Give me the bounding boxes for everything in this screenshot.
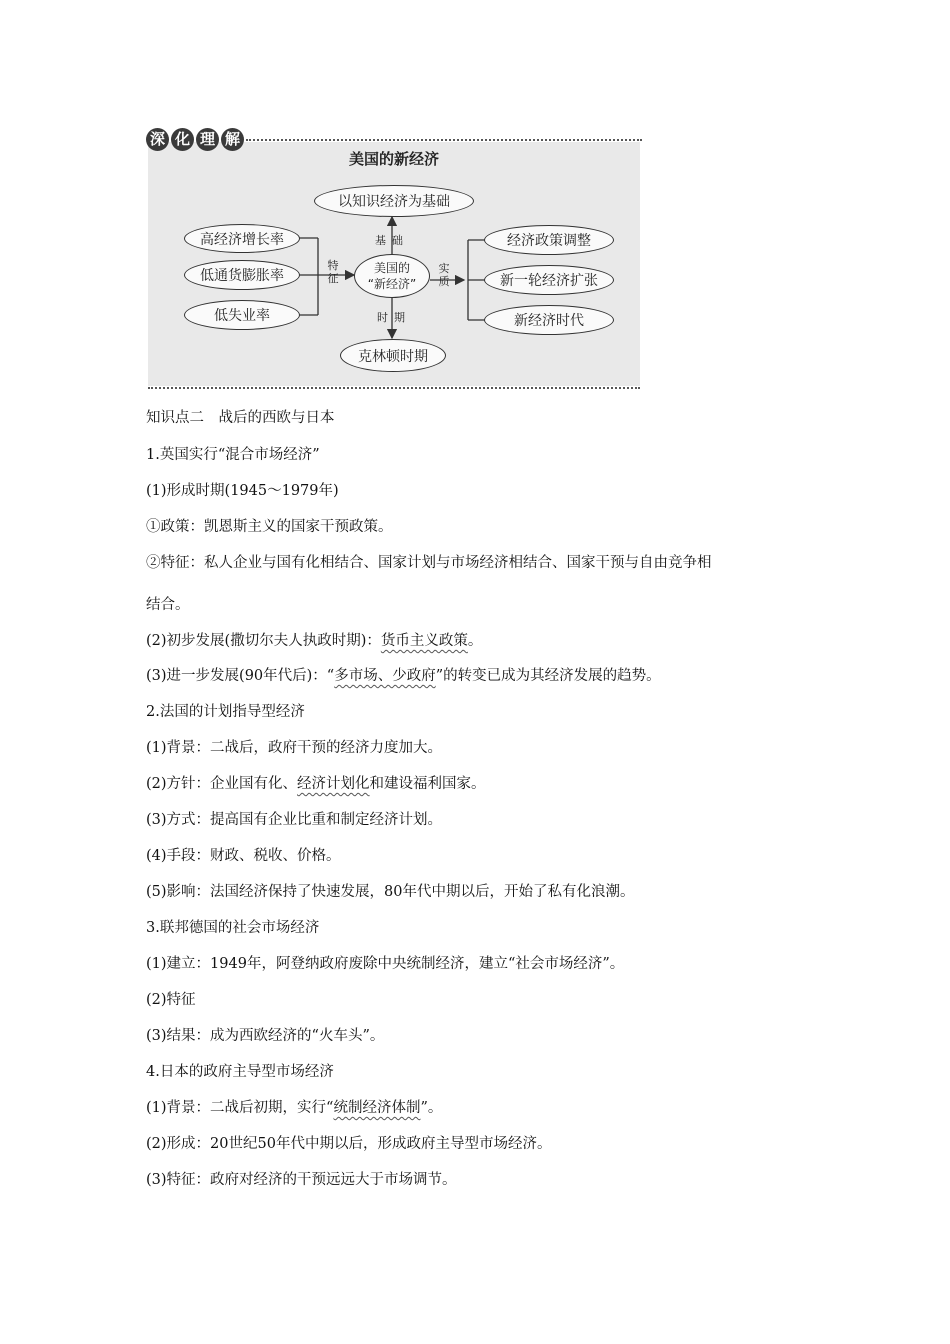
tag-char: 深 — [146, 128, 169, 151]
emphasis-text: 统制经济体制 — [333, 1100, 421, 1116]
center-line: “新经济” — [367, 277, 417, 291]
emphasis-text: 多市场、少政府 — [334, 668, 436, 684]
subsection-heading: 2.法国的计划指导型经济 — [146, 704, 305, 720]
text-line: (3)特征：政府对经济的干预远远大于市场调节。 — [146, 1172, 457, 1188]
node-knowledge-economy: 以知识经济为基础 — [314, 185, 474, 217]
text-line: (2)形成：20世纪50年代中期以后，形成政府主导型市场经济。 — [146, 1136, 552, 1152]
subsection-heading: 1.英国实行“混合市场经济” — [146, 447, 320, 463]
text-line: (3)方式：提高国有企业比重和制定经济计划。 — [146, 812, 443, 828]
text-line: (4)手段：财政、税收、价格。 — [146, 848, 341, 864]
tag-char: 解 — [221, 128, 244, 151]
subsection-heading: 4.日本的政府主导型市场经济 — [146, 1064, 334, 1080]
text-segment: (3)进一步发展(90年代后)：“ — [146, 668, 335, 684]
tag-char: 化 — [171, 128, 194, 151]
text-segment: 和建设福利国家。 — [369, 776, 486, 792]
text-line: (1)背景：二战后，政府干预的经济力度加大。 — [146, 740, 443, 756]
node-low-unemployment: 低失业率 — [184, 300, 300, 330]
text-line — [146, 631, 482, 651]
text-line: 结合。 — [146, 597, 190, 613]
node-low-inflation: 低通货膨胀率 — [184, 260, 300, 290]
node-new-era: 新经济时代 — [484, 305, 614, 335]
text-segment: (1)背景：二战后初期，实行“ — [146, 1100, 334, 1116]
text-line: ①政策：凯恩斯主义的国家干预政策。 — [146, 519, 393, 535]
tag-char: 理 — [196, 128, 219, 151]
text-line: (3)结果：成为西欧经济的“火车头”。 — [146, 1028, 385, 1044]
node-new-economy — [354, 254, 430, 298]
text-segment: ”的转变已成为其经济发展的趋势。 — [435, 668, 661, 684]
node-high-growth: 高经济增长率 — [184, 224, 300, 253]
diagram-title: 美国的新经济 — [348, 150, 439, 168]
label-feature: 特征 — [327, 259, 339, 285]
text-line: (1)建立：1949年，阿登纳政府废除中央统制经济，建立“社会市场经济”。 — [146, 956, 625, 972]
text-line — [146, 1098, 442, 1118]
text-line: ②特征：私人企业与国有化相结合、国家计划与市场经济相结合、国家干预与自由竞争相 — [146, 555, 712, 571]
label-basis: 基础 — [375, 234, 409, 247]
label-essence: 实质 — [438, 262, 450, 288]
center-line: 美国的 — [373, 261, 410, 275]
text-line: (2)特征 — [146, 992, 196, 1008]
node-new-expansion: 新一轮经济扩张 — [484, 265, 614, 295]
text-segment: ”。 — [420, 1100, 443, 1116]
label-period: 时期 — [377, 311, 411, 324]
text-line: (5)影响：法国经济保持了快速发展，80年代中期以后，开始了私有化浪潮。 — [146, 884, 635, 900]
concept-diagram — [146, 128, 642, 390]
text-line: (1)形成时期(1945～1979年) — [146, 483, 339, 499]
node-policy-adjustment: 经济政策调整 — [484, 225, 614, 255]
emphasis-text: 经济计划化 — [297, 776, 370, 792]
text-line — [146, 666, 661, 686]
node-clinton-period: 克林顿时期 — [340, 339, 446, 372]
text-segment: (2)初步发展(撒切尔夫人执政时期)： — [146, 633, 381, 649]
emphasis-text: 货币主义政策 — [380, 633, 468, 649]
section-heading: 知识点二 战后的西欧与日本 — [146, 410, 335, 426]
text-line — [146, 774, 486, 794]
subsection-heading: 3.联邦德国的社会市场经济 — [146, 920, 320, 936]
text-segment: 。 — [467, 633, 483, 649]
text-segment: (2)方针：企业国有化、 — [146, 776, 298, 792]
